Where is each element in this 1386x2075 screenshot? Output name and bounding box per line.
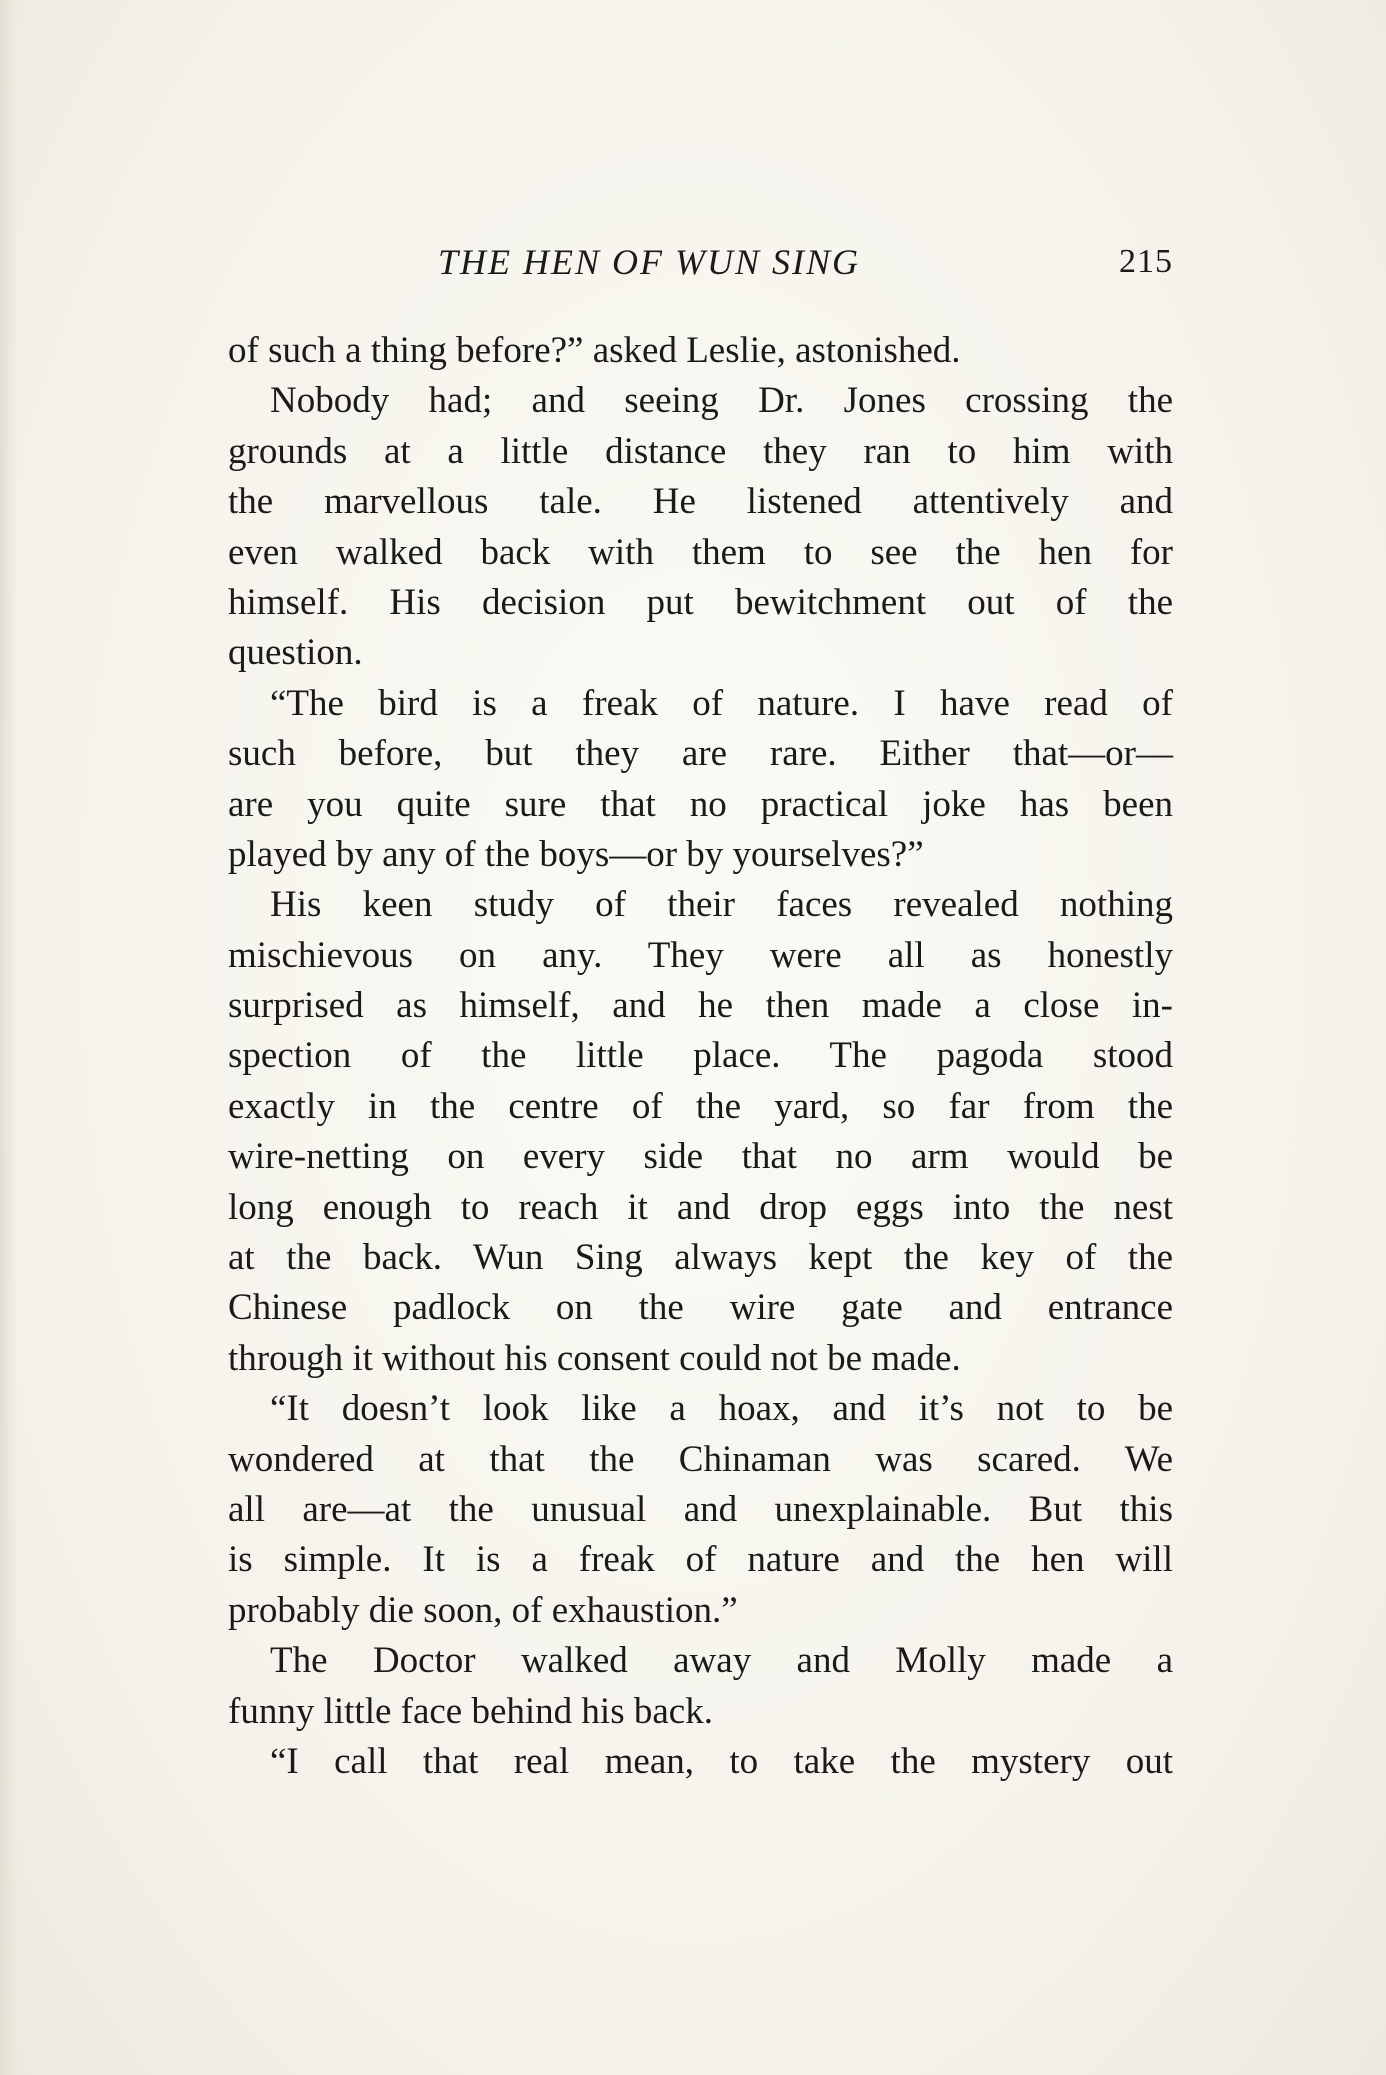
text-line: surprised as himself, and he then made a close in- [228,985,1173,1027]
text-line: long enough to reach it and drop eggs into the nest [228,1186,1173,1228]
text-line: The Doctor walked away and Molly made a [270,1640,1173,1682]
text-line: are you quite sure that no practical joke has been [228,783,1173,825]
text-line: wondered at that the Chinaman was scared. We [228,1438,1173,1480]
text-line: himself. His decision put bewitchment out of the [228,581,1173,623]
text-line: at the back. Wun Sing always kept the key of the [228,1237,1173,1279]
text-line: question. [228,632,363,674]
text-line: the marvellous tale. He listened attentively and [228,481,1173,523]
text-line: mischievous on any. They were all as honestly [228,934,1173,976]
running-title: THE HEN OF WUN SING [438,242,860,282]
text-line: “It doesn’t look like a hoax, and it’s not to be [270,1388,1173,1430]
text-line: spection of the little place. The pagoda stood [228,1035,1173,1077]
page-edge-shadow [0,0,18,2075]
text-line: even walked back with them to see the hen for [228,531,1173,573]
text-line: is simple. It is a freak of nature and the hen will [228,1539,1173,1581]
text-line: grounds at a little distance they ran to him with [228,430,1173,472]
text-line: all are—at the unusual and unexplainable. But this [228,1488,1173,1530]
text-line: Chinese padlock on the wire gate and entrance [228,1287,1173,1329]
text-line: “The bird is a freak of nature. I have read of [270,682,1173,724]
text-line: Nobody had; and seeing Dr. Jones crossing the [270,380,1173,422]
text-line: funny little face behind his back. [228,1690,713,1732]
text-line: such before, but they are rare. Either that—or— [228,733,1173,775]
text-line: exactly in the centre of the yard, so far from the [228,1085,1173,1127]
page-number: 215 [1119,243,1173,280]
text-line: through it without his consent could not be made. [228,1337,961,1379]
text-line: His keen study of their faces revealed nothing [270,884,1173,926]
text-line: played by any of the boys—or by yourselves?” [228,833,924,875]
running-header [228,238,1173,286]
body-text [228,326,1173,1787]
text-line: “I call that real mean, to take the mystery out [270,1740,1173,1782]
text-line: of such a thing before?” asked Leslie, astonished. [228,330,961,371]
text-line: probably die soon, of exhaustion.” [228,1589,738,1631]
text-line: wire-netting on every side that no arm would be [228,1136,1173,1178]
